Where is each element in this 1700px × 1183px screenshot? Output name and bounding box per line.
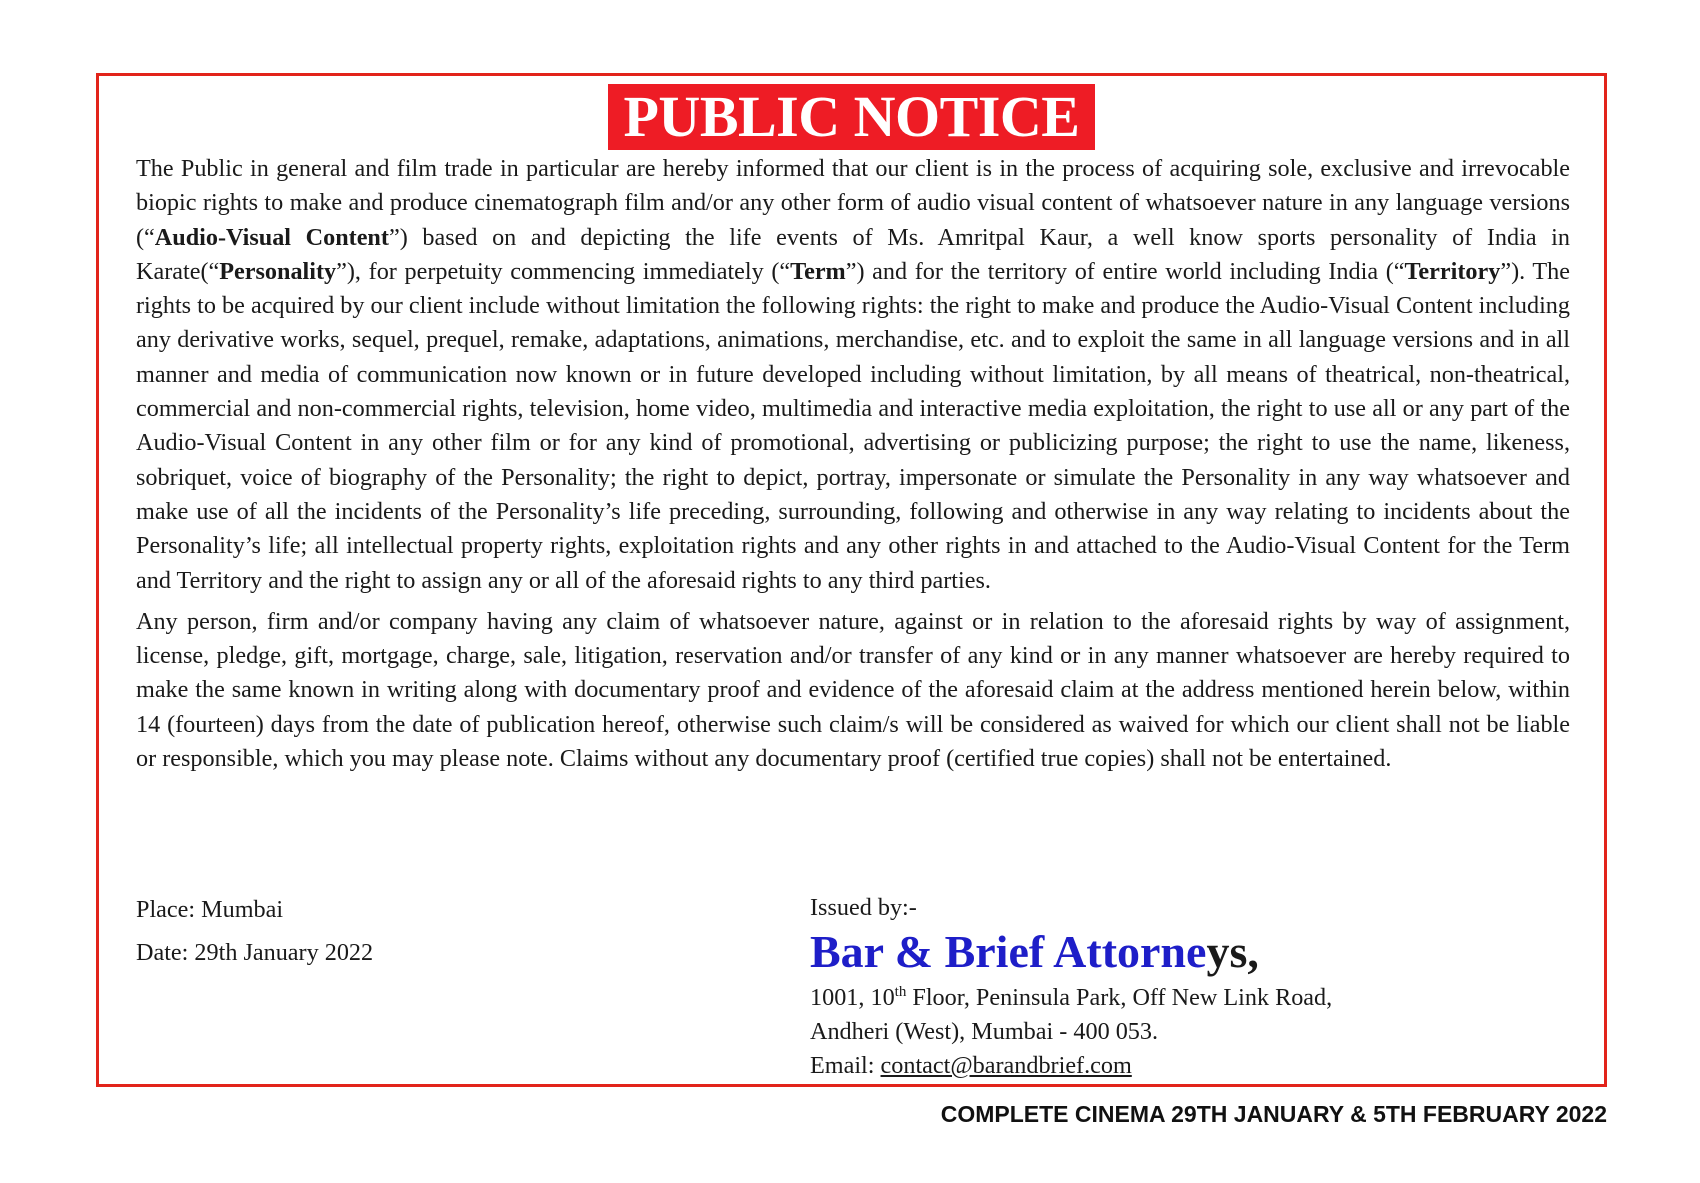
address-ordinal-suffix: th: [894, 983, 907, 1000]
term-personality: Personality: [219, 257, 337, 285]
firm-name-tail: ys,: [1206, 926, 1259, 977]
email-link[interactable]: contact@barandbrief.com: [880, 1052, 1132, 1079]
firm-name-main: Bar & Brief Attorne: [810, 926, 1207, 977]
address-line-1: [810, 981, 1570, 1015]
notice-body: [136, 152, 1570, 783]
publication-footer: COMPLETE CINEMA 29TH JANUARY & 5TH FEBRUARY 2022: [940, 1101, 1607, 1127]
email-line: [810, 1049, 1570, 1083]
title-wrapper: [99, 84, 1604, 150]
para1-text-1: The Public in general and film trade in particular are hereby informed that our client is in the process of acquiring sole, exclusive and irrevocable biopic rights to make and produce cinematograph film and/or any other form of audio visual content of whatsoever nature in any language versions (“: [136, 155, 1570, 251]
address-line-2: Andheri (West), Mumbai - 400 053.: [810, 1018, 1159, 1045]
paragraph-claims: Any person, firm and/or company having any claim of whatsoever nature, against or in relation to the aforesaid rights by way of assignment, license, pledge, gift, mortgage, charge, sale, litigation, reservation and/or transfer of any kind or in any manner whatsoever are hereby required to make the same known in writing along with documentary proof and evidence of the aforesaid claim at the address mentioned herein below, within 14 (fourteen) days from the date of publication hereof, otherwise such claim/s will be considered as waived for which our client shall not be liable or responsible, which you may please note. Claims without any documentary proof (certified true copies) shall not be entertained.: [136, 607, 1570, 773]
term-territory: Territory: [1404, 257, 1501, 285]
place-line: Place: Mumbai: [136, 896, 284, 923]
term-term: Term: [790, 257, 846, 285]
date-line: Date: 29th January 2022: [136, 939, 374, 966]
email-label: Email:: [810, 1052, 881, 1079]
para1-text-4: ”) and for the territory of entire world including India (“: [845, 257, 1405, 285]
para1-text-5: ”). The rights to be acquired by our client include without limitation the following rights: the right to make and produce the Audio-Visual Content including any derivative works, sequel, prequel, remake, adaptations, animations, merchandise, etc. and to exploit the same in all language versions and in all manner and media of communication now known or in future developed including without limitation, by all means of theatrical, non-theatrical, commercial and non-commercial rights, television, home video, multimedia and interactive media exploitation, the right to use all or any part of the Audio-Visual Content in any other film or for any kind of promotional, advertising or publicizing purpose; the right to use the name, likeness, sobriquet, voice of biography of the Personality; the right to depict, portray, impersonate or simulate the Personality in any way whatsoever and make use of all the incidents of the Personality’s life preceding, surrounding, following and otherwise in any way relating to incidents about the Personality’s life; all intellectual property rights, exploitation rights and any other rights in and attached to the Audio-Visual Content for the Term and Territory and the right to assign any or all of the aforesaid rights to any third parties.: [136, 257, 1570, 594]
paragraph-rights: [136, 152, 1570, 598]
issuer-block: [810, 891, 1570, 1083]
address-line-1-end: Floor, Peninsula Park, Off New Link Road,: [906, 984, 1333, 1011]
address-line-1-start: 1001, 10: [810, 984, 895, 1011]
firm-name: [810, 925, 1570, 979]
para1-text-2: ”) based on and depicting the life events of Ms. Amritpal Kaur, a well know sports personality of India in Karate(“: [136, 223, 1570, 285]
public-notice-box: [96, 73, 1607, 1087]
term-audio-visual-content: Audio-Visual Content: [154, 223, 389, 251]
issued-by-label: Issued by:-: [810, 894, 917, 921]
para1-text-3: ”), for perpetuity commencing immediately (“: [336, 257, 791, 285]
notice-title: PUBLIC NOTICE: [608, 84, 1096, 150]
